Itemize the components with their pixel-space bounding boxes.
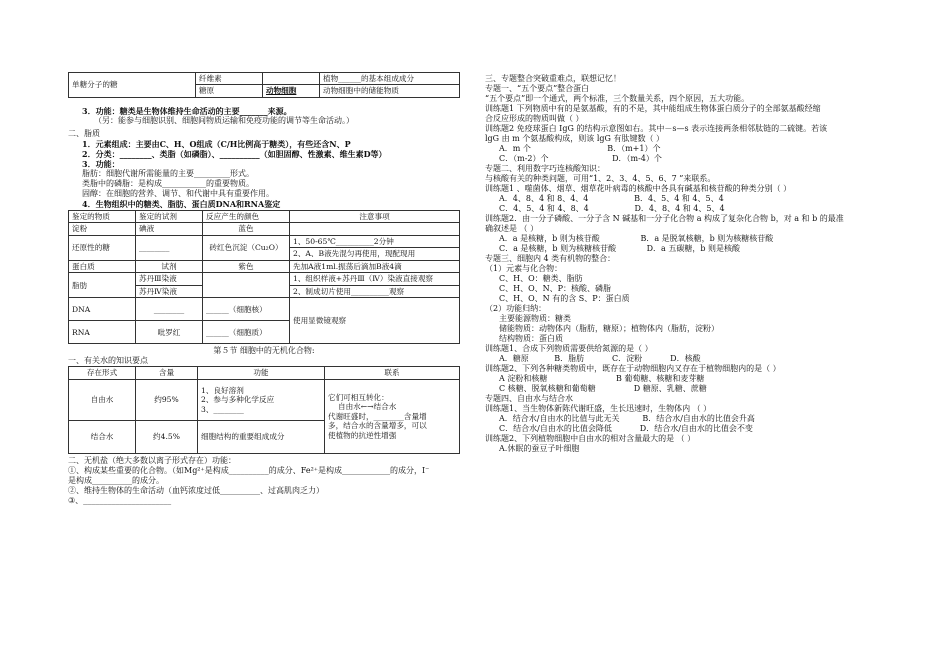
topic3-sub: （1）元素与化合物：: [485, 264, 563, 273]
table-cell: 苏丹Ⅲ染液: [136, 273, 203, 285]
option-line: C．（m-2）个 D．（m-4）个: [499, 154, 662, 163]
free-water-f2: 2、参与多种化学反应: [201, 395, 275, 405]
exercise-line: 训练题1、当生物体新陈代谢旺盛，生长迅速时，生物体内 （ ）: [485, 404, 712, 413]
table-cell: ________: [136, 298, 203, 321]
free-water-f1: 1、良好溶剂: [201, 385, 244, 395]
water-relation-3: 代谢旺盛时，________含量增: [328, 411, 427, 421]
exercise-line: 训练题1、合成下列物质需要供给氮源的是（ ）: [485, 344, 653, 353]
topic1-heading: 专题一、“五个要点”整合蛋白: [485, 84, 590, 93]
option-line: A.休眠的蚕豆子叶细胞: [499, 444, 580, 453]
table-cell: 试剂: [136, 260, 203, 272]
bound-water-content: 约4.5%: [136, 420, 198, 453]
option-line: A．结合水/自由水的比值与此无关 B．结合水/自由水的比值会升高: [499, 414, 755, 423]
cellulose-cell: 纤维素: [196, 73, 263, 85]
phospholipid-function-line: 类脂中的磷脂：是构成___________的重要物质。: [82, 178, 254, 188]
water-relation-1: 它们可相互转化：: [328, 392, 389, 402]
exercise-line: 训练题1 下列物质中有的是氨基酸，有的不是，其中能组成生物体蛋白质分子的全部氨基酸经缩: [485, 104, 821, 113]
exercise-line: 确叙述是 （ ）: [485, 224, 539, 233]
identification-heading: 4．生物组织中的糖类、脂肪、蛋白质DNA和RNA鉴定: [82, 198, 281, 209]
glycogen-location-cell: 动物细胞: [263, 85, 320, 97]
option-line: C 核糖、脱氧核糖和葡萄糖 D 糖原、乳糖、蔗糖: [499, 384, 707, 393]
option-line: A．a 是核糖，b 则为核苷酸 B．a 是脱氧核糖，b 则为核糖核苷酸: [499, 234, 774, 243]
exercise-line: 训练题2．由一分子磷酸、一分子含 N 碱基和一分子化合物 a 构成了复杂化合物 b，对 a 和 b 的最准: [485, 214, 844, 223]
table-cell: 吡罗红: [136, 321, 203, 344]
element-line: C、H、O、N 有的含 S、P：蛋白质: [499, 294, 630, 303]
id-header-reagent: 鉴定的试剂: [136, 210, 203, 222]
sugar-category-cell: 单糖分子的糖: [69, 73, 196, 98]
free-water-form: 自由水: [69, 379, 136, 420]
water-header-function: 功能: [198, 367, 325, 379]
water-relation-4: 多，结合水的含量增多，可以: [328, 421, 427, 431]
table-cell: DNA: [69, 298, 136, 321]
glycogen-function-cell: 动物细胞中的储能物质: [320, 85, 460, 97]
water-table: [68, 366, 460, 453]
topic4-heading: 专题四、自由水与结合水: [485, 394, 573, 403]
table-cell: 脂肪: [69, 273, 136, 298]
function-line: 储能物质：动物体内（脂肪，糖原）；植物体内（脂肪，淀粉）: [499, 324, 719, 333]
right-column: [485, 74, 883, 454]
option-line: C．结合水/自由水的比值会降低 D．结合水/自由水的比值会不变: [499, 424, 753, 433]
option-line: A．m 个 B．（m+1）个: [499, 144, 661, 153]
option-line: A．糖原 B．脂肪 C．淀粉 D．核酸: [499, 354, 701, 363]
bound-water-form: 结合水: [69, 420, 136, 453]
table-cell: [203, 273, 290, 298]
table-cell: 使用显微镜观察: [290, 298, 460, 344]
option-line: C．a 是核糖，b 则为核糖核苷酸 D．a 五碳糖，b 则是核酸: [499, 244, 741, 253]
table-cell: 碘液: [136, 223, 203, 235]
sugar-function-note: （另：能参与细胞识别、细胞间物质运输和免疫功能的调节等生命活动。）: [94, 115, 354, 125]
ion-line-1b: 是构成__________的成分。: [68, 475, 164, 485]
id-header-color: 反应产生的颜色: [203, 210, 290, 222]
free-water-f3: 3、________: [201, 404, 244, 414]
water-header-form: 存在形式: [69, 367, 136, 379]
topic3-heading: 专题三、细胞内 4 类有机物的整合：: [485, 254, 616, 263]
table-cell: 蛋白质: [69, 260, 136, 272]
lipid-function-heading: 3．功能：: [82, 158, 120, 169]
exercise-line: 训练题1 、噬菌体、烟草、烟草花叶病毒的核酸中各具有碱基和核苷酸的种类分别（ ）: [485, 184, 792, 193]
water-relation-cell: [325, 379, 460, 453]
sterol-function-line: 固醇：在细胞的营养、调节、和代谢中具有重要作用。: [82, 188, 274, 198]
water-relation-5: 使植物的抗逆性增强: [328, 430, 397, 440]
ion-title: 二、无机盐（绝大多数以离子形式存在）功能：: [68, 455, 236, 465]
ion-line-1: ①、构成某些重要的化合物。（如Mg²⁺是构成__________的成分、Fe²⁺是构成____________的成分，I⁻: [68, 465, 430, 475]
water-relation-2: 自由水←→结合水: [338, 402, 397, 412]
table-cell: 蓝色: [203, 223, 290, 235]
option-line: A 淀粉和核糖 B 葡萄糖、核糖和麦芽糖: [499, 374, 705, 383]
table-cell: [290, 223, 460, 235]
lipid-section-heading: 二、脂质: [68, 128, 100, 138]
table-cell: 1、组织样液+苏丹Ⅲ（Ⅳ）染液直接观察: [290, 273, 460, 285]
lipid-classification-line: 2．分类：________、类脂（如磷脂）、__________（如胆固醇、性激素、维生素D等）: [82, 148, 387, 159]
ion-line-2: ②、维持生物体的生命活动（血钙浓度过低__________、过高肌肉乏力）: [68, 485, 324, 495]
ion-line-3: ③、______________________: [68, 495, 172, 505]
table-cell: 2、制成切片使用__________观察: [290, 285, 460, 297]
table-cell: 1、50-65℃__________2分钟: [290, 235, 460, 247]
topic2-intro: 与核酸有关的种类问题，可用“1、2、3、4、5、6、7 ”来联系。: [485, 174, 716, 183]
left-column: [68, 72, 460, 506]
table-cell: 先加A液1ml.振荡后滴加B液4滴: [290, 260, 460, 272]
element-line: C、H、O、N、P：核酸、磷脂: [499, 284, 612, 293]
polysaccharide-table: [68, 72, 460, 98]
water-header-relation: 联系: [325, 367, 460, 379]
table-cell: ________: [136, 235, 203, 260]
topic2-heading: 专题二、利用数字巧连核酸知识：: [485, 164, 605, 173]
option-line: A．4、8、4 和 8、4、4 B．4、5、4 和 4、5、4: [499, 194, 724, 203]
identification-table: [68, 210, 460, 344]
exercise-line: 训练题2 免疫球蛋白 IgG 的结构示意图如右。其中－s—s 表示连接两条相邻肽链的二硫键。若该: [485, 124, 828, 133]
table-cell: 苏丹Ⅳ染液: [136, 285, 203, 297]
table-cell: 还原性的糖: [69, 235, 136, 260]
free-water-content: 约95%: [136, 379, 198, 420]
fat-function-line: 脂肪：细胞代谢所需能量的主要_________形式。: [82, 168, 254, 178]
free-water-function: [198, 379, 325, 420]
exercise-line: lgG 由 m 个氨基酸构成，则该 lgG 有肽键数（ ）: [485, 134, 664, 143]
sugar-function-line: 3．功能：糖类是生物体维持生命活动的主要_______来源。: [82, 105, 292, 116]
cellulose-location-cell: [263, 73, 320, 85]
table-cell: 淀粉: [69, 223, 136, 235]
exercise-line: 训练题2、下列各种糖类物质中，既存在于动物细胞内又存在于植物细胞内的是（ ）: [485, 364, 781, 373]
section5-title: 第５节 细胞中的无机化合物:: [213, 346, 315, 356]
water-title: 一、有关水的知识要点: [68, 356, 148, 366]
option-line: C．4、5、4 和 4、8、4 D．4、8、4 和 4、5、4: [499, 204, 725, 213]
exercise-line: 合反应形成的物质叫做（ ）: [485, 114, 584, 123]
table-cell: 紫色: [203, 260, 290, 272]
id-header-notes: 注意事项: [290, 210, 460, 222]
element-line: C、H、O：糖类、脂肪: [499, 274, 583, 283]
function-line: 结构物质：蛋白质: [499, 334, 563, 343]
topic3-sub: （2）功能归纳：: [485, 304, 547, 313]
cellulose-function-cell: 植物______的基本组成成分: [320, 73, 460, 85]
table-cell: ______（细胞核）: [203, 298, 290, 321]
table-cell: 2、A、B液先混匀再使用，现配现用: [290, 248, 460, 260]
exercise-line: 训练题2、下列植物细胞中自由水的相对含量最大的是 （ ）: [485, 434, 696, 443]
glycogen-cell: 糖原: [196, 85, 263, 97]
table-cell: 砖红色沉淀（Cu₂O）: [203, 235, 290, 260]
lipid-elements-line: 1．元素组成：主要由C、H、O组成（C/H比例高于糖类），有些还含N、P: [82, 138, 351, 149]
bound-water-function: 细胞结构的重要组成成分: [198, 420, 325, 453]
function-line: 主要能源物质：糖类: [499, 314, 571, 323]
id-header-substance: 鉴定的物质: [69, 210, 136, 222]
table-cell: ______（细胞质）: [203, 321, 290, 344]
table-cell: RNA: [69, 321, 136, 344]
section3-heading: 三、专题整合突破重难点，联想记忆！: [485, 74, 621, 83]
water-header-content: 含量: [136, 367, 198, 379]
topic1-intro: “五个要点”即一个通式，两个标准，三个数量关系，四个原因，五大功能。: [485, 94, 750, 103]
